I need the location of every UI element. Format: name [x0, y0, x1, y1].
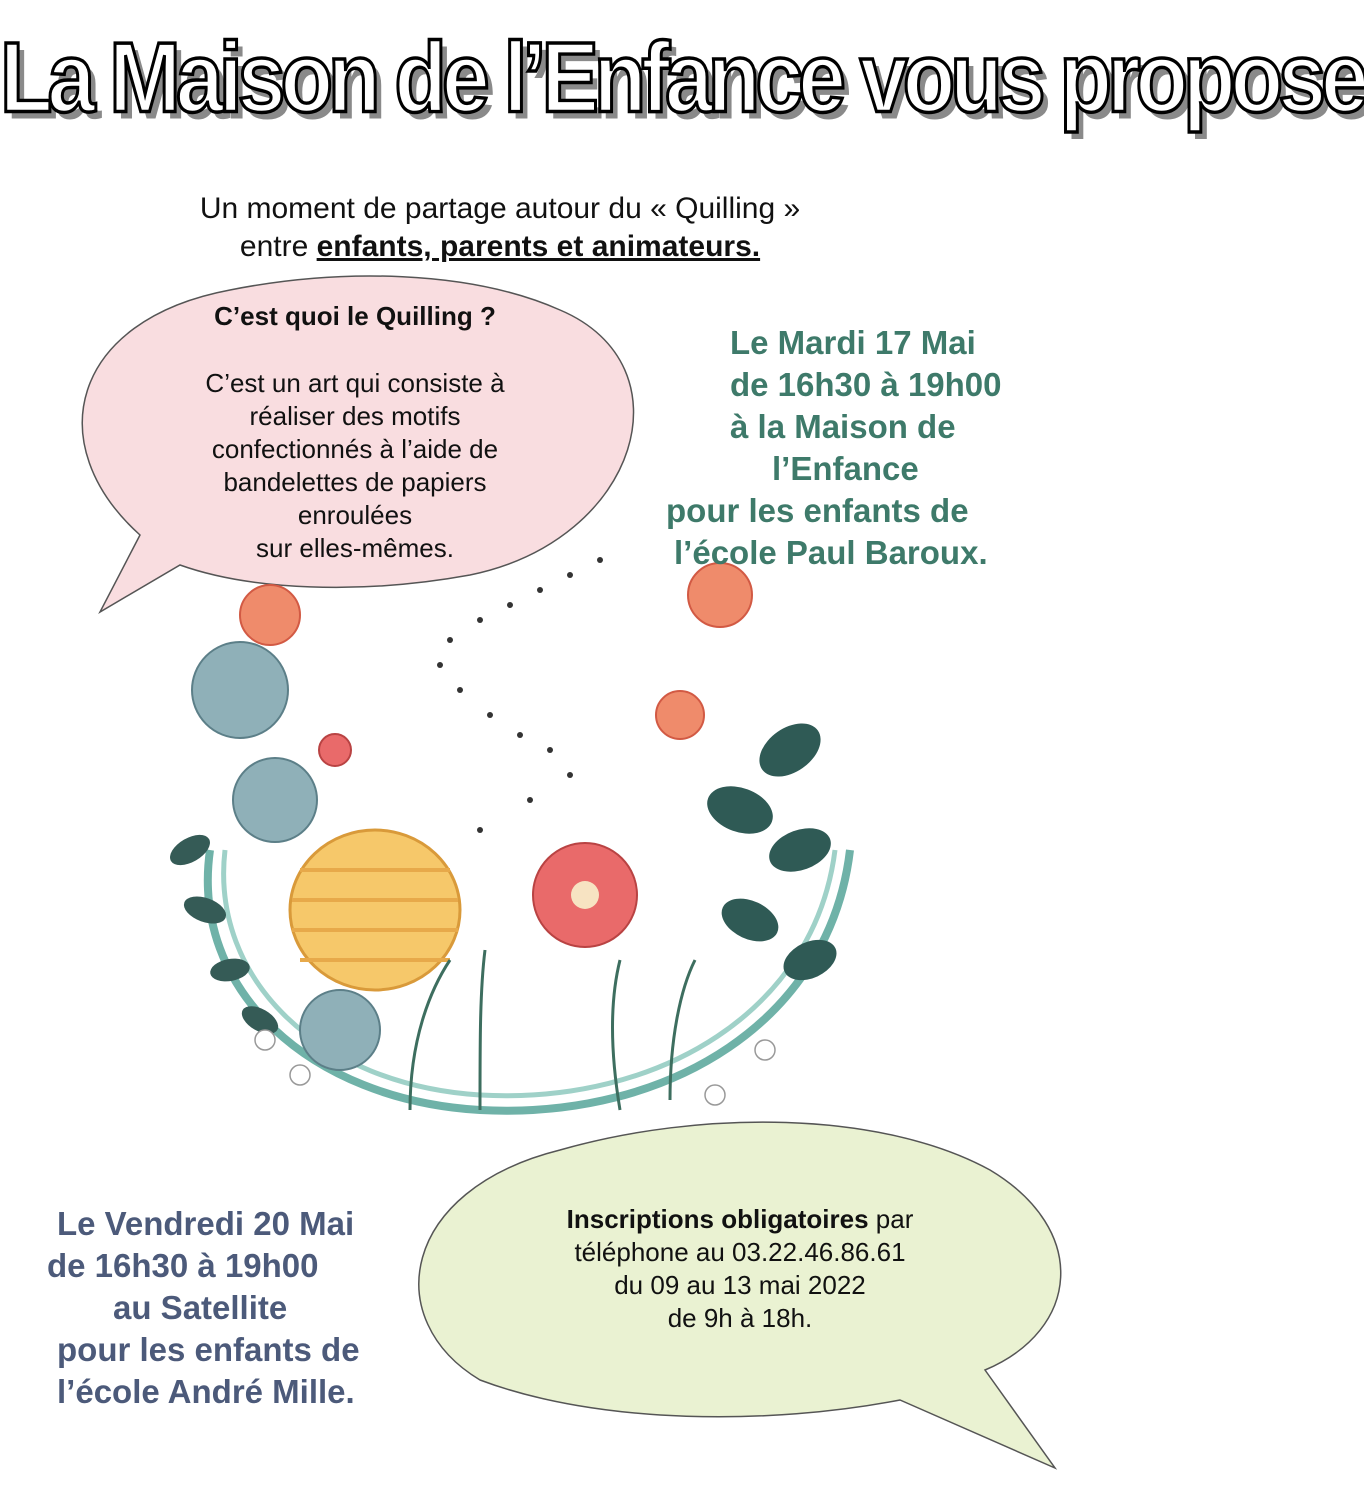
quilling-line: C’est un art qui consiste à [205, 368, 505, 398]
event-line: pour les enfants de [666, 492, 969, 529]
registration-dates: du 09 au 13 mai 2022 [614, 1270, 866, 1300]
registration-info [520, 1203, 960, 1335]
registration-required: Inscriptions obligatoires [566, 1204, 869, 1234]
quilling-question: C’est quoi le Quilling ? [214, 301, 496, 331]
event-line: de 16h30 à 19h00 [47, 1247, 319, 1284]
quilling-line: réaliser des motifs [249, 401, 461, 431]
intro-line-2-prefix: entre [239, 230, 317, 263]
event-line: au Satellite [113, 1289, 288, 1326]
event-line: l’Enfance [772, 450, 919, 487]
event-line: Le Vendredi 20 Mai [57, 1205, 355, 1242]
event-andre-mille [45, 1203, 425, 1413]
quilling-artwork [150, 520, 890, 1150]
registration-line-1 [520, 1203, 960, 1236]
quilling-line: enroulées [297, 500, 413, 530]
quilling-line: bandelettes de papiers [223, 467, 487, 497]
intro-line-1: Un moment de partage autour du « Quilling » [199, 192, 801, 225]
poster-title: La Maison de l’Enfance vous propose [0, 23, 1364, 134]
event-line: l’école Paul Baroux. [674, 534, 988, 571]
event-line: l’école André Mille. [57, 1373, 355, 1410]
event-line: de 16h30 à 19h00 [730, 366, 1002, 403]
intro-audience: enfants, parents et animateurs. [316, 230, 761, 263]
registration-phone: téléphone au 03.22.46.86.61 [574, 1237, 906, 1267]
event-paul-baroux [660, 322, 1060, 574]
event-line: Le Mardi 17 Mai [730, 324, 976, 361]
registration-par: par [868, 1204, 914, 1234]
quilling-explanation [150, 300, 560, 565]
event-line: pour les enfants de [57, 1331, 360, 1368]
event-line: à la Maison de [730, 408, 956, 445]
quilling-line: sur elles-mêmes. [256, 533, 454, 563]
quilling-line: confectionnés à l’aide de [211, 434, 499, 464]
registration-hours: de 9h à 18h. [667, 1303, 813, 1333]
